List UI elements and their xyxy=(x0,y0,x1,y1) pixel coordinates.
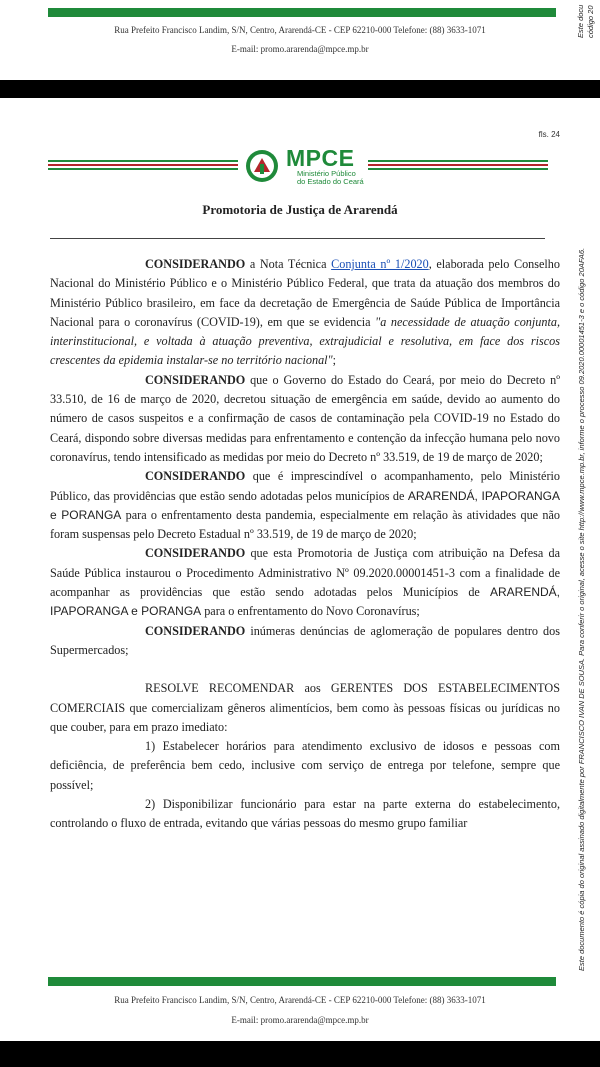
digital-signature-side-text: Este documento é cópia do original assinado digitalmente por FRANCISCO IVAN DE SOUSA. Para conferir o original, acesse o site http://www.mpce.mp.br, informe o processo 09.2020.00001451-3 e o código 20AFA6. xyxy=(577,247,586,971)
top-footer-email: E-mail: promo.ararenda@mpce.mp.br xyxy=(231,44,369,54)
paragraph-1 xyxy=(50,255,560,371)
p1-text-a: a Nota Técnica xyxy=(245,257,332,271)
top-footer-green-bar xyxy=(48,8,556,17)
considerando-4: CONSIDERANDO xyxy=(145,546,246,561)
considerando-3: CONSIDERANDO xyxy=(145,469,246,484)
document-title: Promotoria de Justiça de Ararendá xyxy=(202,202,398,217)
paragraph-gap xyxy=(50,660,560,679)
top-side-text-2: código 20 xyxy=(586,5,595,38)
p3-municipios: ARARENDÁ, IPAPORANGA e PORANGA xyxy=(50,488,560,522)
paragraph-2 xyxy=(50,371,560,467)
header-stripe-green-right-2 xyxy=(368,168,548,170)
paragraph-4 xyxy=(50,544,560,621)
page-number: fls. 24 xyxy=(538,130,560,139)
bottom-footer-address: Rua Prefeito Francisco Landim, S/N, Centro, Ararendá-CE - CEP 62210-000 Telefone: (88) 3633-1071 xyxy=(114,995,486,1005)
p1-end: ; xyxy=(332,353,337,368)
header-stripe-green-left xyxy=(48,160,238,162)
page-separator-bottom xyxy=(0,1041,600,1067)
p2-text: que o Governo do Estado do Ceará, por meio do Decreto nº 33.510, de 16 de março de 2020, decretou situação de emergência em saúde, devido ao aumento do número de casos suspeitos e a confirmação de casos de contaminação pela COVID-19 no Estado do Ceará, dispondo sobre diversas medidas para enfrentamento e contenção da infecção humana pelo novo coronavírus, tendo intensificado as medidas por meio do Decreto nº 33.519, de 19 de março de 2020; xyxy=(50,372,560,464)
paragraph-item-1: 1) Estabelecer horários para atendimento exclusivo de idosos e pessoas com deficiência, de preferência bem cedo, inclusive com serviço de entrega por telefone, sempre que possível; xyxy=(50,739,560,792)
header-stripe-red-left xyxy=(48,164,238,166)
p5-text: inúmeras denúncias de aglomeração de populares dentro dos Supermercados; xyxy=(50,623,560,657)
p4-text-b: para o enfrentamento do Novo Coronavírus; xyxy=(201,604,420,619)
bottom-footer-email: E-mail: promo.ararenda@mpce.mp.br xyxy=(231,1015,369,1025)
p1-quote: "a necessidade de atuação conjunta, interinstitucional, e voltada à atuação preventiva, extrajudicial e resolutiva, em face dos riscos crescentes da epidemia instalar-se no território nacional" xyxy=(50,314,560,368)
p4-text-a: que esta Promotoria de Justiça com atribuição na Defesa da Saúde Pública instaurou o Procedimento Administrativo Nº 09.2020.00001451-3 com a finalidade de acompanhar as providências que estão sendo adotadas pelos Municípios de xyxy=(50,546,560,600)
bottom-footer-green-bar xyxy=(48,977,556,986)
top-footer-address: Rua Prefeito Francisco Landim, S/N, Centro, Ararendá-CE - CEP 62210-000 Telefone: (88) 3633-1071 xyxy=(114,25,486,35)
page-separator-top xyxy=(0,80,600,98)
document-page xyxy=(0,98,600,1041)
top-side-text: Este docu xyxy=(576,4,585,38)
nota-tecnica-link[interactable]: Conjunta nº 1/2020 xyxy=(331,257,429,271)
header-stripe-red-right xyxy=(368,164,548,166)
mpce-emblem-icon xyxy=(244,148,280,184)
logo-subtitle-line2: do Estado do Ceará xyxy=(297,177,364,186)
considerando-2: CONSIDERANDO xyxy=(145,372,246,387)
considerando-5: CONSIDERANDO xyxy=(145,623,246,638)
paragraph-resolve: RESOLVE RECOMENDAR aos GERENTES DOS ESTABELECIMENTOS COMERCIAIS que comercializam gêneros alimentícios, bem como às pessoas físicas ou jurídicas no que couber, para em prazo imediato: xyxy=(50,681,560,734)
paragraph-3 xyxy=(50,467,560,544)
p3-text-a: que é imprescindível o acompanhamento, pelo Ministério Público, das providências que estão sendo adotadas pelos municípios de xyxy=(50,469,560,503)
document-body xyxy=(50,255,560,834)
p4-municipios: ARARENDÁ, IPAPORANGA e PORANGA xyxy=(50,585,560,619)
paragraph-5 xyxy=(50,622,560,661)
logo-name: MPCE xyxy=(286,145,355,171)
logo-subtitle xyxy=(297,170,364,186)
paragraph-item-2: 2) Disponibilizar funcionário para estar na parte externa do estabelecimento, controlando o fluxo de entrada, evitando que várias pessoas do mesmo grupo familiar xyxy=(50,797,560,831)
logo-subtitle-line1: Ministério Público xyxy=(297,169,356,178)
title-rule xyxy=(50,238,545,239)
p1-text-b: , elaborada pelo Conselho Nacional do Ministério Público e o Ministério Público Federal, que trata da atuação dos membros do Ministério Público brasileiro, em face da decretação de Emergência de Saúde Pública de Importância Nacional para o coronavírus (COVID-19), em que se evidencia xyxy=(50,257,560,329)
p3-text-b: para o enfrentamento desta pandemia, especialmente em relação às atividades que não foram suspensas pelo Decreto Estadual nº 33.519, de 19 de março de 2020; xyxy=(50,507,560,542)
header-stripe-green-right xyxy=(368,160,548,162)
considerando-1: CONSIDERANDO xyxy=(145,257,246,271)
header-stripe-green-left-2 xyxy=(48,168,238,170)
